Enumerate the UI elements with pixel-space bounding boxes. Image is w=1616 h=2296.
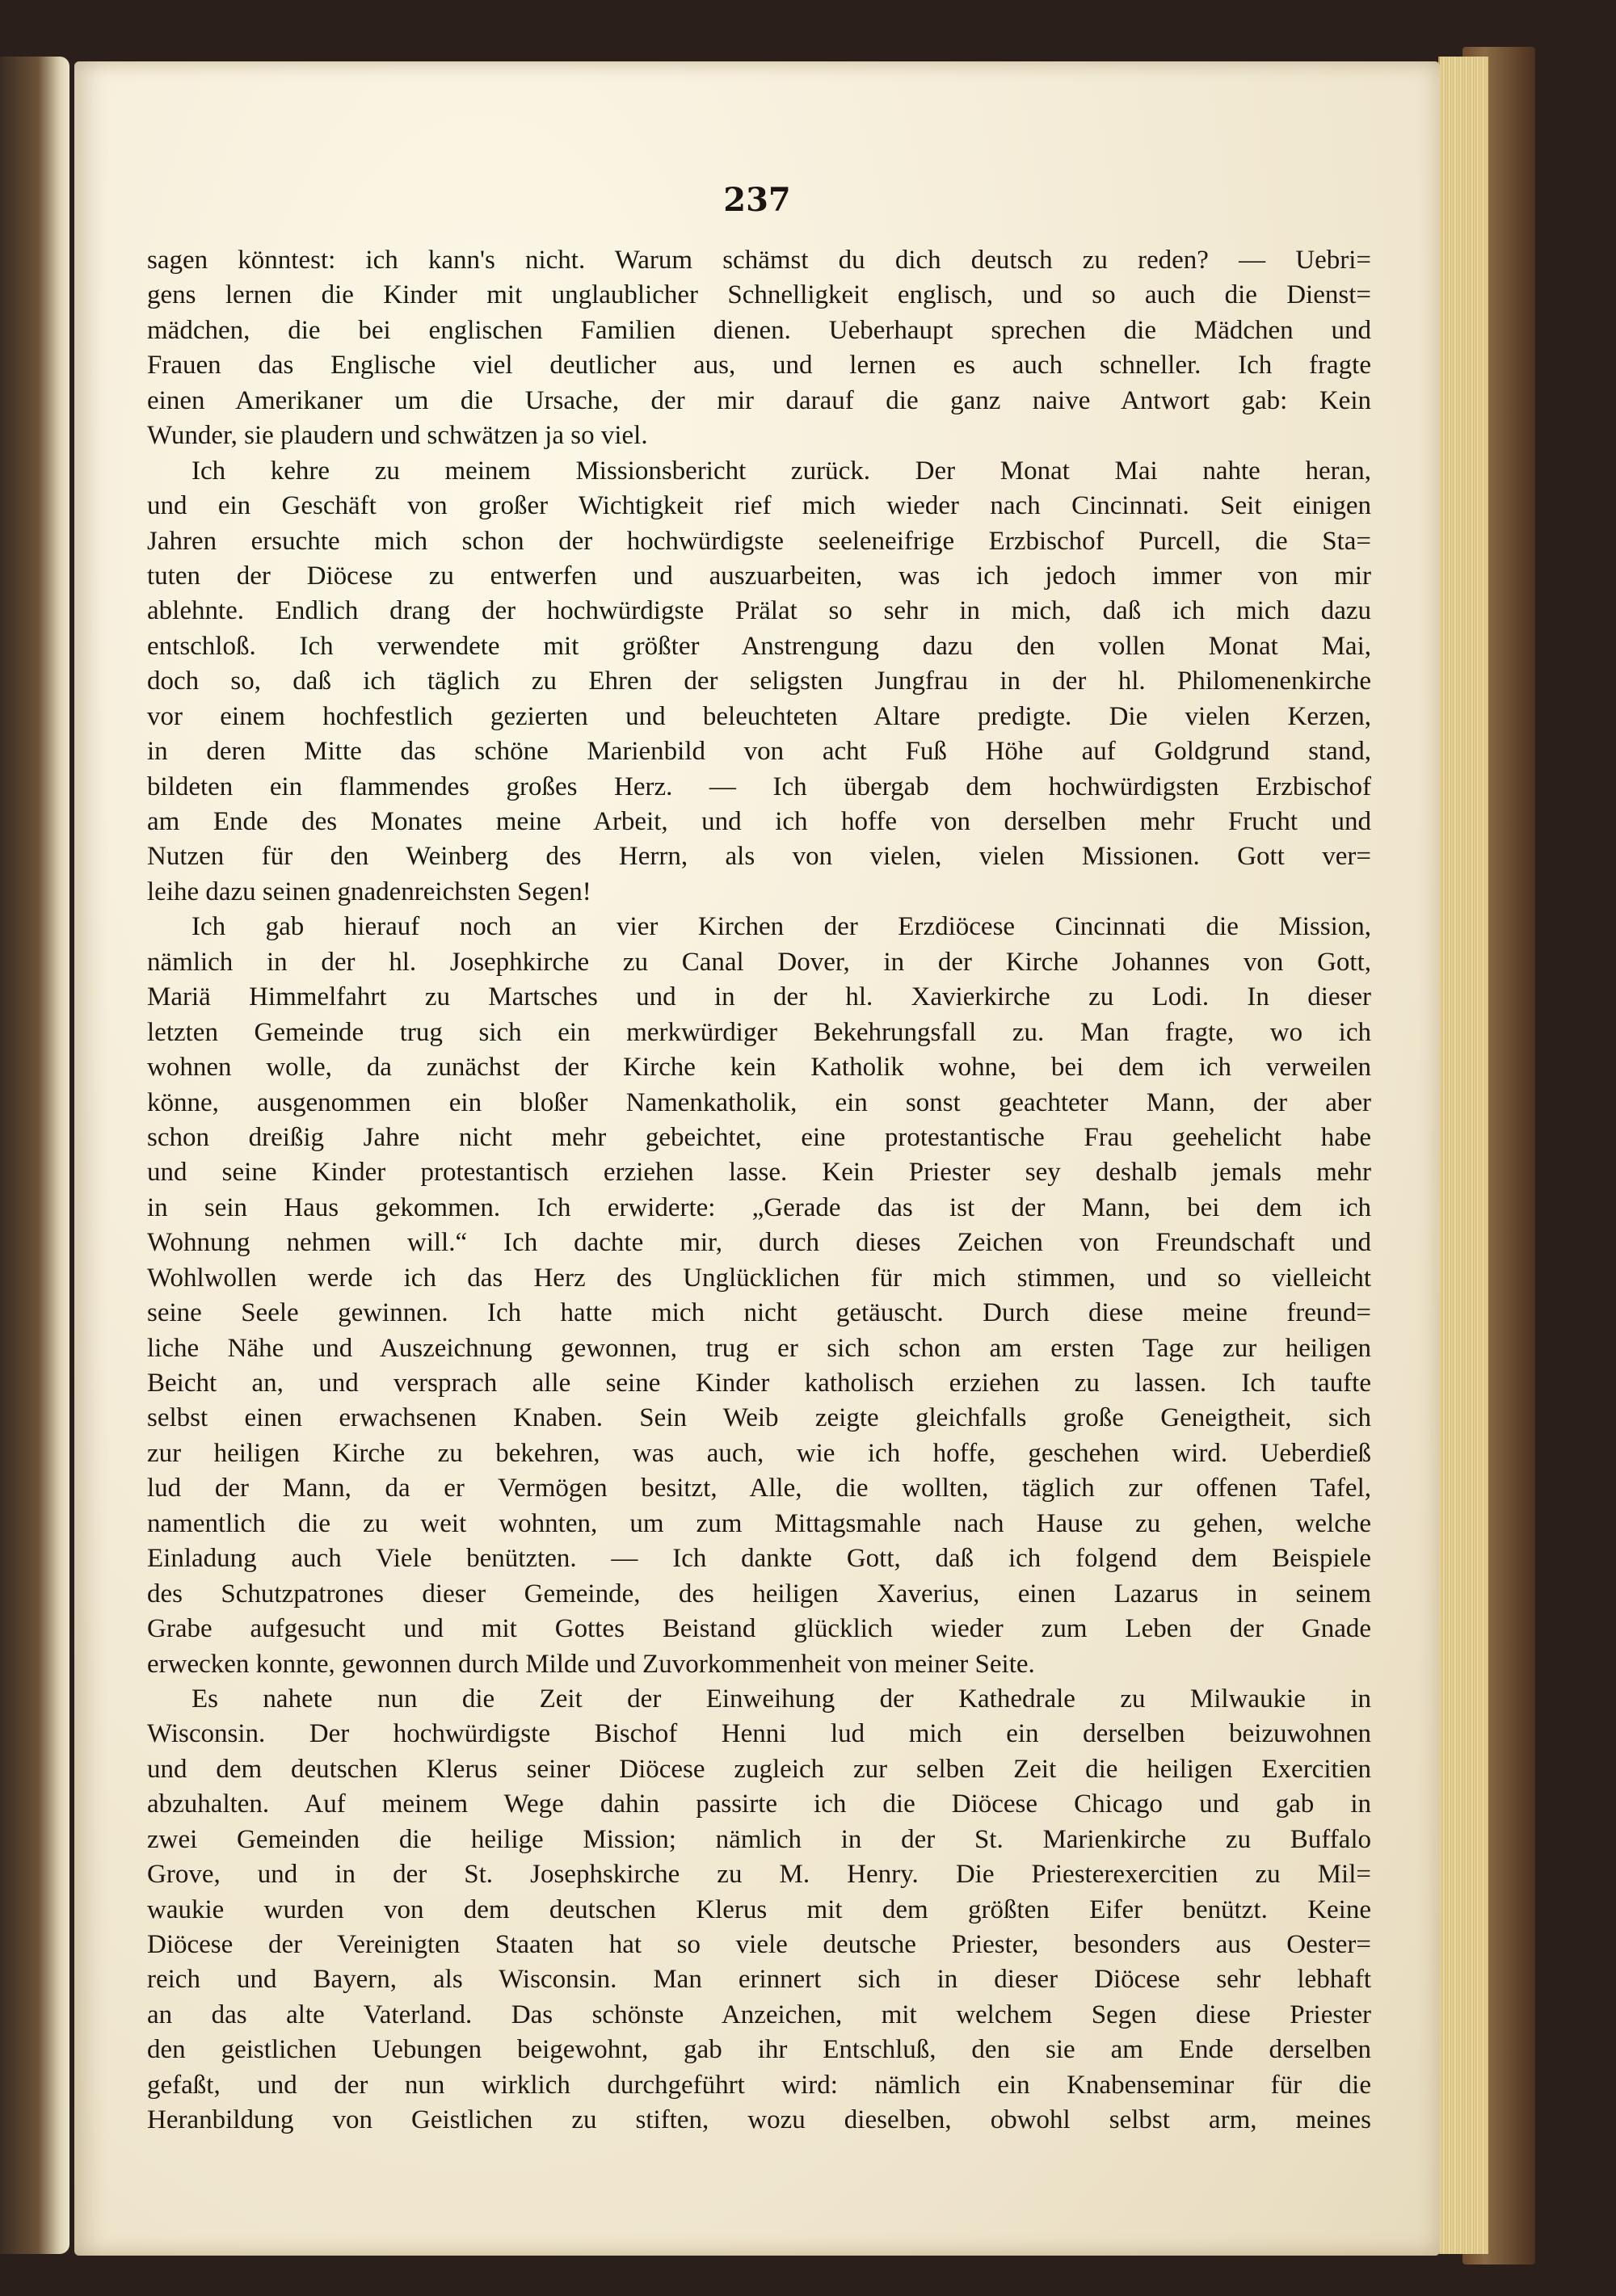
text-line: reich und Bayern, als Wisconsin. Man erinnert sich in dieser Diöcese sehr lebhaft: [147, 1965, 1371, 1995]
text-line: des Schutzpatrones dieser Gemeinde, des heiligen Xaverius, einen Lazarus in seinem: [147, 1579, 1371, 1608]
text-line: am Ende des Monates meine Arbeit, und ich hoffe von derselben mehr Frucht und: [147, 807, 1371, 836]
text-line: den geistlichen Uebungen beigewohnt, gab ihr Entschluß, den sie am Ende derselben: [147, 2035, 1371, 2065]
text-line: an das alte Vaterland. Das schönste Anzeichen, mit welchem Segen diese Priester: [147, 2000, 1371, 2029]
text-line: erwecken konnte, gewonnen durch Milde und Zuvorkommenheit von meiner Seite.: [147, 1649, 1035, 1679]
text-line: und dem deutschen Klerus seiner Diöcese zugleich zur selben Zeit die heiligen Exercitien: [147, 1754, 1371, 1784]
page-number: 237: [723, 181, 791, 219]
text-line: in sein Haus gekommen. Ich erwiderte: „Gerade das ist der Mann, bei dem ich: [147, 1192, 1371, 1222]
text-line: Diöcese der Vereinigten Staaten hat so viele deutsche Priester, besonders aus Oester=: [147, 1930, 1371, 1959]
text-line: sagen könntest: ich kann's nicht. Warum schämst du dich deutsch zu reden? — Uebri=: [147, 246, 1371, 275]
text-line: gefaßt, und der nun wirklich durchgeführt wird: nämlich ein Knabenseminar für die: [147, 2070, 1371, 2100]
text-line: könne, ausgenommen ein bloßer Namenkatholik, ein sonst geachteter Mann, der aber: [147, 1087, 1371, 1117]
text-line: schon dreißig Jahre nicht mehr gebeichtet, eine protestantische Frau geehelicht habe: [147, 1122, 1371, 1152]
text-line: tuten der Diöcese zu entwerfen und auszuarbeiten, was ich jedoch immer von mir: [147, 561, 1371, 591]
book-page: [74, 61, 1440, 2256]
text-line: abzuhalten. Auf meinem Wege dahin passirte ich die Diöcese Chicago und gab in: [147, 1789, 1371, 1819]
text-line: Mariä Himmelfahrt zu Martsches und in der hl. Xavierkirche zu Lodi. In dieser: [147, 982, 1371, 1012]
text-line: seine Seele gewinnen. Ich hatte mich nicht getäuscht. Durch diese meine freund=: [147, 1298, 1371, 1328]
text-line: lud der Mann, da er Vermögen besitzt, Alle, die wollten, täglich zur offenen Tafel,: [147, 1474, 1371, 1503]
text-line: Grabe aufgesucht und mit Gottes Beistand glücklich wieder zum Leben der Gnade: [147, 1614, 1371, 1644]
text-line: vor einem hochfestlich gezierten und beleuchteten Altare predigte. Die vielen Kerzen,: [147, 701, 1371, 731]
text-line: Heranbildung von Geistlichen zu stiften, wozu dieselben, obwohl selbst arm, meines: [147, 2105, 1371, 2135]
text-line: wohnen wolle, da zunächst der Kirche kein Katholik wohne, bei dem ich verweilen: [147, 1053, 1371, 1083]
text-line: Ich kehre zu meinem Missionsbericht zurück. Der Monat Mai nahte heran,: [191, 456, 1371, 486]
previous-page-edge: [0, 57, 69, 2254]
text-line: einen Amerikaner um die Ursache, der mir darauf die ganz naive Antwort gab: Kein: [147, 385, 1371, 415]
text-line: Frauen das Englische viel deutlicher aus, und lernen es auch schneller. Ich fragte: [147, 351, 1371, 381]
text-line: entschloß. Ich verwendete mit größter Anstrengung dazu den vollen Monat Mai,: [147, 631, 1371, 661]
text-line: selbst einen erwachsenen Knaben. Sein Weib zeigte gleichfalls große Geneigtheit, sich: [147, 1403, 1371, 1433]
text-line: doch so, daß ich täglich zu Ehren der seligsten Jungfrau in der hl. Philomenenkirche: [147, 667, 1371, 696]
text-line: ablehnte. Endlich drang der hochwürdigste Prälat so sehr in mich, daß ich mich dazu: [147, 596, 1371, 626]
text-line: leihe dazu seinen gnadenreichsten Segen!: [147, 877, 591, 906]
text-line: in deren Mitte das schöne Marienbild von acht Fuß Höhe auf Goldgrund stand,: [147, 737, 1371, 767]
text-line: Wohlwollen werde ich das Herz des Unglücklichen für mich stimmen, und so vielleicht: [147, 1263, 1371, 1293]
text-line: und ein Geschäft von großer Wichtigkeit rief mich wieder nach Cincinnati. Seit einigen: [147, 491, 1371, 521]
body-text: [147, 243, 1371, 2138]
page-block-edge: [1438, 57, 1488, 2254]
text-line: Grove, und in der St. Josephskirche zu M. Henry. Die Priesterexercitien zu Mil=: [147, 1860, 1371, 1890]
text-line: Einladung auch Viele benützten. — Ich dankte Gott, daß ich folgend dem Beispiele: [147, 1544, 1371, 1574]
text-line: gens lernen die Kinder mit unglaublicher Schnelligkeit englisch, und so auch die Dienst=: [147, 280, 1371, 310]
text-line: Ich gab hierauf noch an vier Kirchen der Erzdiöcese Cincinnati die Mission,: [191, 912, 1371, 942]
text-line: letzten Gemeinde trug sich ein merkwürdiger Bekehrungsfall zu. Man fragte, wo ich: [147, 1017, 1371, 1047]
text-line: zwei Gemeinden die heilige Mission; nämlich in der St. Marienkirche zu Buffalo: [147, 1824, 1371, 1854]
text-line: Wohnung nehmen will.“ Ich dachte mir, durch dieses Zeichen von Freundschaft und: [147, 1228, 1371, 1258]
text-line: Es nahete nun die Zeit der Einweihung der Kathedrale zu Milwaukie in: [191, 1684, 1371, 1714]
text-line: Beicht an, und versprach alle seine Kinder katholisch erziehen zu lassen. Ich taufte: [147, 1369, 1371, 1398]
text-line: namentlich die zu weit wohnten, um zum Mittagsmahle nach Hause zu gehen, welche: [147, 1508, 1371, 1538]
text-line: Jahren ersuchte mich schon der hochwürdigste seeleneifrige Erzbischof Purcell, die Sta=: [147, 526, 1371, 556]
text-line: zur heiligen Kirche zu bekehren, was auch, wie ich hoffe, geschehen wird. Ueberdieß: [147, 1438, 1371, 1468]
text-line: nämlich in der hl. Josephkirche zu Canal Dover, in der Kirche Johannes von Gott,: [147, 947, 1371, 977]
text-line: Wisconsin. Der hochwürdigste Bischof Henni lud mich ein derselben beizuwohnen: [147, 1719, 1371, 1749]
text-line: liche Nähe und Auszeichnung gewonnen, trug er sich schon am ersten Tage zur heiligen: [147, 1333, 1371, 1363]
text-line: Nutzen für den Weinberg des Herrn, als von vielen, vielen Missionen. Gott ver=: [147, 842, 1371, 872]
text-line: und seine Kinder protestantisch erziehen lasse. Kein Priester sey deshalb jemals mehr: [147, 1158, 1371, 1188]
text-line: bildeten ein flammendes großes Herz. — Ich übergab dem hochwürdigsten Erzbischof: [147, 772, 1371, 801]
text-line: Wunder, sie plaudern und schwätzen ja so viel.: [147, 421, 648, 451]
text-line: mädchen, die bei englischen Familien dienen. Ueberhaupt sprechen die Mädchen und: [147, 315, 1371, 345]
text-line: waukie wurden von dem deutschen Klerus mit dem größten Eifer benützt. Keine: [147, 1894, 1371, 1924]
